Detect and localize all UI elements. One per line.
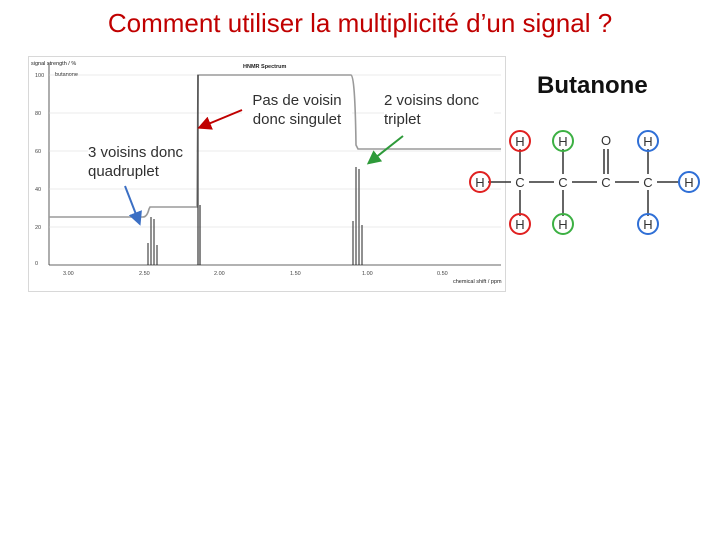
x-axis-label: chemical shift / ppm xyxy=(453,279,502,285)
annotation-triplet: 2 voisins donc triplet xyxy=(384,91,494,129)
hydrogen-atom: H xyxy=(558,217,568,232)
compound-label: butanone xyxy=(55,72,78,78)
carbon-atom: C xyxy=(643,175,653,190)
hydrogen-atom: H xyxy=(475,175,485,190)
carbon-atom: C xyxy=(515,175,525,190)
hydrogen-atom: H xyxy=(643,217,653,232)
hydrogen-atom: H xyxy=(643,134,653,149)
page-title: Comment utiliser la multiplicité d’un signal ? xyxy=(107,8,613,38)
y-tick-label: 60 xyxy=(35,149,42,155)
x-tick-label: 2.50 xyxy=(139,271,150,277)
x-tick-label: 0.50 xyxy=(437,271,448,277)
spectrum-header-label: HNMR Spectrum xyxy=(243,64,287,70)
molecule-name: Butanone xyxy=(537,72,648,99)
hydrogen-atom: H xyxy=(558,134,568,149)
y-tick-label: 20 xyxy=(35,225,42,231)
x-tick-label: 1.00 xyxy=(362,271,373,277)
oxygen-atom: O xyxy=(600,133,612,148)
y-tick-label: 80 xyxy=(35,111,42,117)
y-axis-label: signal strength / % xyxy=(31,61,77,67)
quadruplet-peaks xyxy=(148,217,157,265)
hydrogen-atom: H xyxy=(684,175,694,190)
x-tick-label: 3.00 xyxy=(63,271,74,277)
singulet-peak xyxy=(198,75,200,265)
x-tick-label: 2.00 xyxy=(214,271,225,277)
carbon-atom: C xyxy=(601,175,611,190)
annotation-quadruplet: 3 voisins donc quadruplet xyxy=(88,143,196,181)
annotation-singulet: Pas de voisin donc singulet xyxy=(242,91,352,129)
y-tick-label: 100 xyxy=(35,73,45,79)
hydrogen-atom: H xyxy=(515,134,525,149)
butanone-structure xyxy=(456,120,716,240)
y-tick-label: 0 xyxy=(35,261,39,267)
hydrogen-atom: H xyxy=(515,217,525,232)
x-tick-label: 1.50 xyxy=(290,271,301,277)
y-tick-label: 40 xyxy=(35,187,42,193)
triplet-peaks xyxy=(353,167,362,265)
carbon-atom: C xyxy=(558,175,568,190)
